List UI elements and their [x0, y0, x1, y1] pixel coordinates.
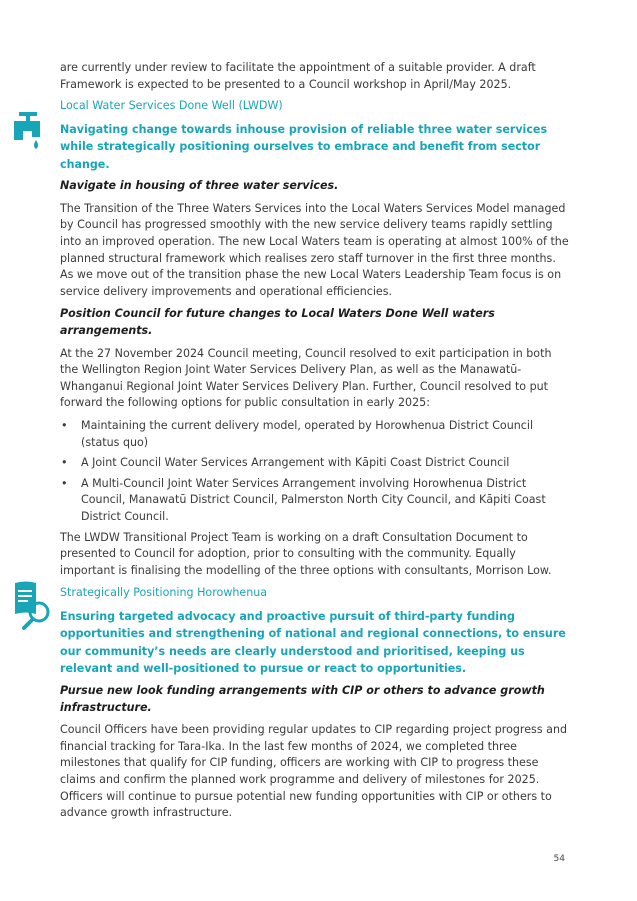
water-tap-icon — [14, 112, 44, 152]
page-content — [60, 60, 570, 828]
body-paragraph: At the 27 November 2024 Council meeting, Council resolved to exit participation in both the Wellington Region Joint Water Services Delivery Plan, as well as the Manawatū-Whanganui Regional Joint Water Services Delivery Plan. Further, Council resolved to put forward the following options for public consultation in early 2025: — [60, 346, 552, 410]
options-list — [60, 418, 570, 526]
section-lead: Ensuring targeted advocacy and proactive pursuit of third-party funding opportunities and strengthening of national and regional connections, to ensure our community’s needs are clearly understood and prioritised, keeping us relevant and well-positioned to pursue or react to opportunities. — [60, 609, 566, 676]
section-label: Local Water Services Done Well (LWDW) — [60, 99, 283, 113]
body-paragraph: Council Officers have been providing regular updates to CIP regarding project progress and financial tracking for Tara-Ika. In the last few months of 2024, we completed three milestones that qualify for CIP funding, officers are working with CIP to progress these claims and confirm the planned work programme and delivery of milestones for 2025. Officers will continue to pursue potential new funding opportunities with CIP or others to advance growth infrastructure. — [60, 723, 568, 820]
list-item: • A Multi-Council Joint Water Services Arrangement involving Horowhenua District Council, Manawatū District Council, Palmerston North City Council, and Kāpiti Coast District Council. — [60, 476, 570, 526]
intro-paragraph: are currently under review to facilitate the appointment of a suitable provider. A draft Framework is expected to be presented to a Council workshop in April/May 2025. — [60, 61, 536, 91]
subheading: Position Council for future changes to Local Waters Done Well waters arrangements. — [60, 307, 495, 338]
section-strategic-positioning — [60, 585, 570, 821]
list-item: • A Joint Council Water Services Arrangement with Kāpiti Coast District Council — [60, 455, 570, 472]
body-paragraph: The Transition of the Three Waters Services into the Local Waters Services Model managed by Council has progressed smoothly with the new service delivery teams rapidly settling into an improved operation. The new Local Waters team is operating at almost 100% of the planned structural framework which realises zero staff turnover in the first three months. As we move out of the transition phase the new Local Waters Leadership Team focus is on service delivery improvements and operational efficiencies. — [60, 201, 569, 298]
page-number: 54 — [553, 854, 565, 864]
subheading: Navigate in housing of three water services. — [60, 179, 339, 193]
list-item: • Maintaining the current delivery model, operated by Horowhenua District Council (status quo) — [60, 418, 570, 451]
book-search-icon — [12, 580, 54, 632]
section-label: Strategically Positioning Horowhenua — [60, 586, 268, 600]
section-lwdw — [60, 98, 570, 579]
body-paragraph: The LWDW Transitional Project Team is working on a draft Consultation Document to presented to Council for adoption, prior to consulting with the community. Equally important is finalising the modelling of the three options with consultants, Morrison Low. — [60, 530, 552, 577]
subheading: Pursue new look funding arrangements with CIP or others to advance growth infrastructure. — [60, 683, 545, 714]
section-lead: Navigating change towards inhouse provision of reliable three water services while strategically positioning ourselves to embrace and benefit from sector change. — [60, 122, 548, 171]
